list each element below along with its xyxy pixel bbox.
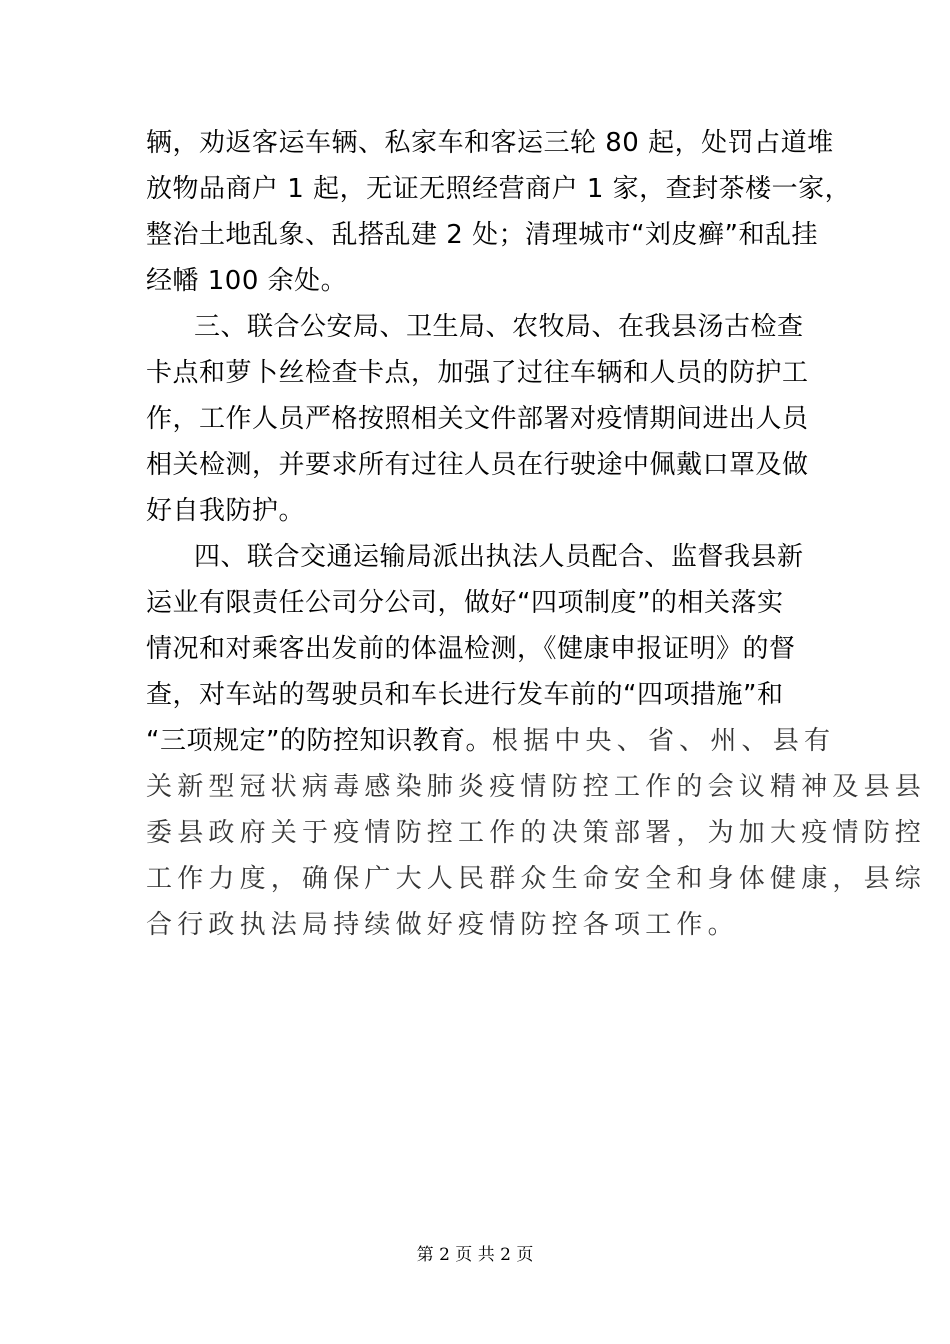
paragraph-2-line-2: 卡点和萝卜丝检查卡点，加强了过往车辆和人员的防护工 bbox=[146, 358, 809, 388]
paragraph-3-line-1: 四、联合交通运输局派出执法人员配合、监督我县新 bbox=[194, 542, 804, 572]
paragraph-1-line-3: 整治土地乱象、乱搭乱建 2 处；清理城市“刘皮癣”和乱挂 bbox=[146, 220, 819, 250]
paragraph-3-line-5-main: “三项规定”的防控知识教育。 bbox=[146, 726, 492, 756]
paragraph-4-line-3: 工作力度，确保广大人民群众生命安全和身体健康，县综 bbox=[146, 864, 927, 894]
paragraph-2-line-4: 相关检测，并要求所有过往人员在行驶途中佩戴口罩及做 bbox=[146, 450, 809, 480]
paragraph-3-line-5 bbox=[146, 724, 835, 758]
paragraph-1-line-2: 放物品商户 1 起，无证无照经营商户 1 家，查封茶楼一家， bbox=[146, 174, 852, 204]
paragraph-2-line-3: 作，工作人员严格按照相关文件部署对疫情期间进出人员 bbox=[146, 404, 809, 434]
paragraph-4-line-4: 合行政执法局持续做好疫情防控各项工作。 bbox=[146, 910, 739, 940]
paragraph-4-line-2: 委县政府关于疫情防控工作的决策部署，为加大疫情防控 bbox=[146, 818, 927, 848]
page-number-footer: 第 2 页 共 2 页 bbox=[416, 1245, 534, 1265]
paragraph-2-line-1: 三、联合公安局、卫生局、农牧局、在我县汤古检查 bbox=[194, 312, 804, 342]
paragraph-1-line-4: 经幡 100 余处。 bbox=[146, 266, 348, 296]
paragraph-3-line-2: 运业有限责任公司分公司，做好“四项制度”的相关落实 bbox=[146, 588, 784, 618]
paragraph-3-line-3: 情况和对乘客出发前的体温检测，《健康申报证明》的督 bbox=[146, 634, 796, 664]
paragraph-3-line-4: 查，对车站的驾驶员和车长进行发车前的“四项措施”和 bbox=[146, 680, 784, 710]
paragraph-3-line-5-grey: 根据中央、省、州、县有 bbox=[491, 726, 836, 756]
paragraph-2-line-5: 好自我防护。 bbox=[146, 496, 306, 526]
paragraph-1-line-1: 辆，劝返客运车辆、私家车和客运三轮 80 起，处罚占道堆 bbox=[146, 128, 834, 158]
paragraph-4-line-1: 关新型冠状病毒感染肺炎疫情防控工作的会议精神及县县 bbox=[146, 772, 927, 802]
